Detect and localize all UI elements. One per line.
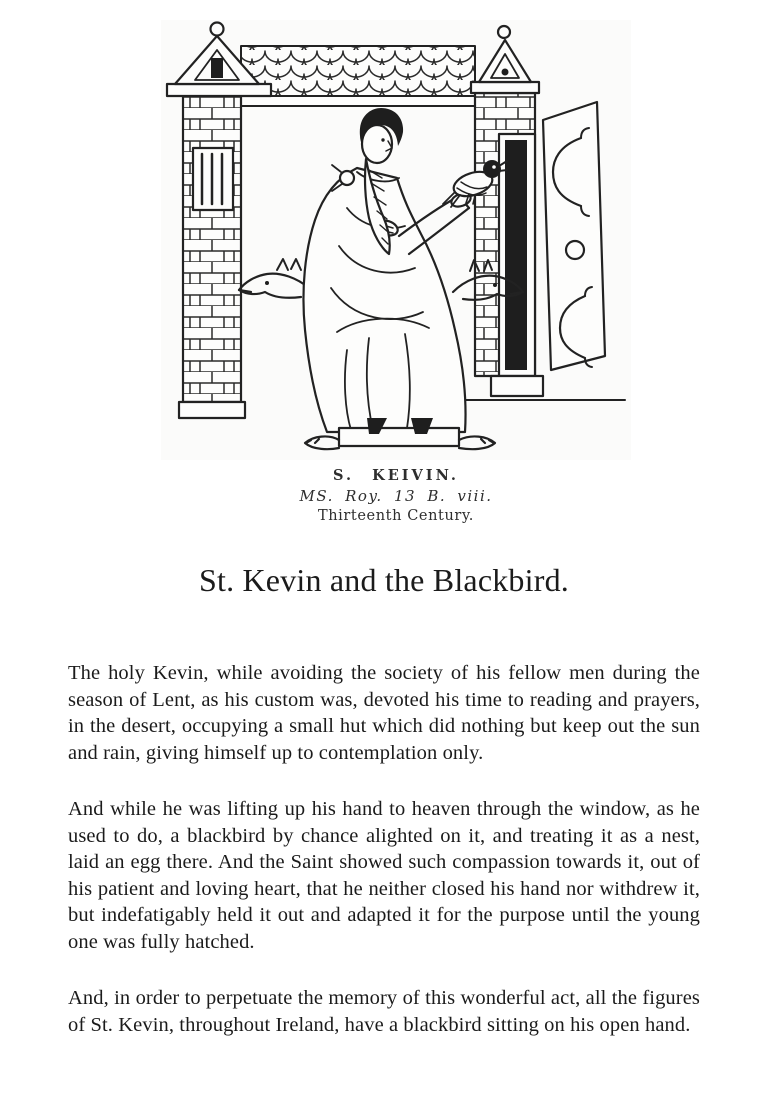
left-finial xyxy=(211,23,224,36)
right-gable-window xyxy=(502,69,509,76)
st-kevin-illustration xyxy=(161,20,631,460)
body-paragraph: And while he was lifting up his hand to heaven through the window, as he used to do, a blackbird by chance alighted on it, and treating it as a nest, laid an egg there. And the Saint showed such compassion towards it, out of his patient and loving heart, that he neither closed his hand nor withdrew it, but indefatigably held it out and adapted it for the purpose until the young one was fully hatched. xyxy=(68,798,700,953)
illustration-figure xyxy=(161,20,631,526)
right-finial xyxy=(498,26,510,38)
article-body xyxy=(0,660,768,1038)
body-paragraph: The holy Kevin, while avoiding the society of his fellow men during the season of Lent, as his custom was, devoted his time to reading and prayers, in the desert, occupying a small hut which did nothing but keep out the sun and rain, giving himself up to contemplation only. xyxy=(68,662,700,764)
roof xyxy=(237,46,479,106)
doorway-dark-opening xyxy=(505,140,527,370)
figure-caption xyxy=(161,466,631,526)
saint-kevin-figure xyxy=(303,108,495,449)
caption-manuscript-ref: MS. Roy. 13 B. viii. xyxy=(299,487,493,505)
caption-century: Thirteenth Century. xyxy=(317,508,475,524)
left-gable-window xyxy=(211,58,223,78)
caption-subject: S. KEIVIN. xyxy=(333,467,459,484)
page-title: St. Kevin and the Blackbird. xyxy=(199,562,569,598)
body-paragraph: And, in order to perpetuate the memory of this wonderful act, all the figures of St. Kevin, throughout Ireland, have a blackbird sitting on his open hand. xyxy=(68,987,700,1036)
open-door xyxy=(543,102,605,370)
brooch xyxy=(340,171,354,185)
blackbird-head xyxy=(484,161,501,178)
left-tower xyxy=(167,23,271,419)
